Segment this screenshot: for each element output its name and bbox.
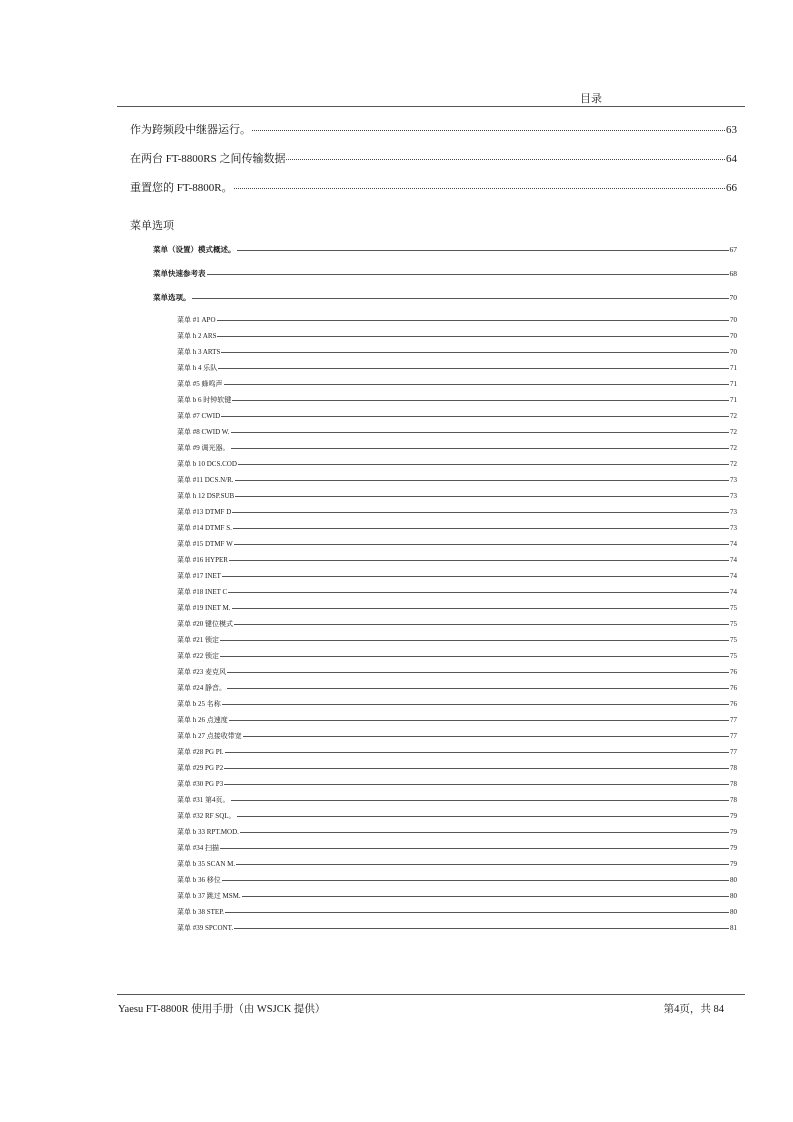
- toc-entry-label: 菜单 #39 SPCONT.: [177, 924, 234, 932]
- toc-entry-page-number: 77: [730, 732, 737, 740]
- toc-entry-page-number: 81: [730, 924, 737, 932]
- toc-entry-label: 菜单 #16 HYPER: [177, 556, 228, 564]
- dot-leader: [237, 816, 729, 817]
- footer-right: 第4页，共 84: [663, 1004, 724, 1015]
- header-rule: [117, 106, 745, 107]
- toc-entry-page-number: 72: [730, 460, 737, 468]
- dot-leader: [222, 880, 729, 881]
- dot-leader: [225, 752, 729, 753]
- toc-entry-label: 菜单 #7 CWID: [177, 412, 221, 420]
- toc-main-entry[interactable]: [130, 121, 737, 137]
- toc-item-entry[interactable]: [177, 427, 737, 437]
- toc-item-entry[interactable]: [177, 347, 737, 357]
- toc-item-entry[interactable]: [177, 795, 737, 805]
- toc-item-entry[interactable]: [177, 619, 737, 629]
- toc-item-entry[interactable]: [177, 715, 737, 725]
- toc-entry-label: 菜单 #23 麦克风: [177, 668, 226, 676]
- toc-item-entry[interactable]: [177, 779, 737, 789]
- dot-leader: [227, 672, 729, 673]
- toc-entry-page-number: 64: [726, 153, 737, 165]
- toc-entry-label: 菜单 #32 RF SQL。: [177, 812, 236, 820]
- toc-entry-page-number: 68: [729, 269, 737, 278]
- toc-item-entry[interactable]: [177, 411, 737, 421]
- toc-entry-page-number: 79: [730, 860, 737, 868]
- toc-item-entry[interactable]: [177, 555, 737, 565]
- toc-item-entry[interactable]: [177, 491, 737, 501]
- dot-leader: [252, 130, 725, 131]
- dot-leader: [243, 736, 729, 737]
- dot-leader: [235, 480, 729, 481]
- toc-entry-label: 菜单 b 38 STEP.: [177, 908, 225, 916]
- dot-leader: [222, 576, 729, 577]
- dot-leader: [240, 832, 729, 833]
- toc-item-entry[interactable]: [177, 843, 737, 853]
- toc-entry-page-number: 79: [730, 812, 737, 820]
- toc-entry-label: 菜单 #20 键位模式: [177, 620, 233, 628]
- toc-entry-page-number: 70: [729, 293, 737, 302]
- toc-item-entry[interactable]: [177, 315, 737, 325]
- toc-item-entry[interactable]: [177, 587, 737, 597]
- toc-entry-label: 菜单 #8 CWID W.: [177, 428, 230, 436]
- toc-entry-page-number: 78: [730, 796, 737, 804]
- toc-entry-label: 菜单 #14 DTMF S.: [177, 524, 232, 532]
- toc-entry-page-number: 76: [730, 684, 737, 692]
- dot-leader: [231, 432, 730, 433]
- toc-entry-page-number: 70: [730, 316, 737, 324]
- toc-entry-page-number: 63: [726, 124, 737, 136]
- dot-leader: [234, 188, 725, 189]
- dot-leader: [231, 448, 730, 449]
- dot-leader: [224, 768, 729, 769]
- dot-leader: [229, 560, 729, 561]
- toc-entry-label: 菜单 b 25 名称: [177, 700, 221, 708]
- dot-leader: [220, 848, 729, 849]
- toc-entry-label: 菜单 #29 PG P2: [177, 764, 224, 772]
- dot-leader: [222, 704, 729, 705]
- toc-entry-page-number: 80: [730, 892, 737, 900]
- toc-item-entry[interactable]: [177, 459, 737, 469]
- dot-leader: [234, 624, 729, 625]
- toc-entry-label: 菜单 #22 锁定: [177, 652, 219, 660]
- toc-item-entry[interactable]: [177, 395, 737, 405]
- toc-item-entry[interactable]: [177, 699, 737, 709]
- toc-item-entry[interactable]: [177, 811, 737, 821]
- dot-leader: [224, 384, 730, 385]
- toc-item-entry[interactable]: [177, 539, 737, 549]
- toc-entry-page-number: 77: [730, 748, 737, 756]
- dot-leader: [236, 864, 729, 865]
- toc-entry-label: 菜单快速参考表: [153, 269, 206, 278]
- dot-leader: [227, 688, 729, 689]
- toc-entry-label: 重置您的 FT-8800R。: [130, 182, 233, 194]
- toc-entry-page-number: 72: [730, 412, 737, 420]
- dot-leader: [220, 656, 729, 657]
- toc-entry-page-number: 73: [730, 508, 737, 516]
- toc-item-entry[interactable]: [177, 443, 737, 453]
- toc-item-entry[interactable]: [177, 331, 737, 341]
- toc-entry-label: 菜单 #1 APO: [177, 316, 216, 324]
- toc-entry-page-number: 71: [730, 396, 737, 404]
- toc-item-entry[interactable]: [177, 731, 737, 741]
- toc-entry-page-number: 70: [730, 348, 737, 356]
- dot-leader: [232, 512, 729, 513]
- toc-entry-page-number: 79: [730, 828, 737, 836]
- toc-item-entry[interactable]: [177, 475, 737, 485]
- section-heading: 菜单选项: [130, 219, 174, 232]
- dot-leader: [218, 368, 729, 369]
- dot-leader: [207, 274, 729, 275]
- toc-entry-page-number: 74: [730, 572, 737, 580]
- toc-entry-page-number: 77: [730, 716, 737, 724]
- toc-entry-label: 菜单 #30 PG P3: [177, 780, 224, 788]
- toc-item-entry[interactable]: [177, 923, 737, 933]
- toc-entry-label: 菜单 #18 INET C: [177, 588, 228, 596]
- dot-leader: [234, 544, 729, 545]
- toc-entry-label: 菜单选项。: [153, 293, 191, 302]
- toc-entry-label: 菜单（设置）模式概述。: [153, 245, 236, 254]
- toc-item-entry[interactable]: [177, 683, 737, 693]
- toc-main-entry[interactable]: [130, 150, 737, 166]
- toc-entry-label: 菜单 b 36 移位: [177, 876, 221, 884]
- dot-leader: [192, 298, 729, 299]
- toc-entry-label: 菜单 #21 锁定: [177, 636, 219, 644]
- dot-leader: [221, 416, 729, 417]
- toc-entry-page-number: 73: [730, 524, 737, 532]
- toc-item-entry[interactable]: [177, 603, 737, 613]
- dot-leader: [238, 464, 729, 465]
- toc-entry-page-number: 75: [730, 636, 737, 644]
- footer-left: Yaesu FT-8800R 使用手册（由 WSJCK 提供）: [118, 1004, 326, 1015]
- toc-item-entry[interactable]: [177, 747, 737, 757]
- toc-item-entry[interactable]: [177, 635, 737, 645]
- toc-entry-page-number: 74: [730, 540, 737, 548]
- toc-item-entry[interactable]: [177, 507, 737, 517]
- toc-entry-page-number: 71: [730, 380, 737, 388]
- toc-entry-page-number: 79: [730, 844, 737, 852]
- toc-entry-page-number: 71: [730, 364, 737, 372]
- toc-entry-label: 菜单 h 26 点速度: [177, 716, 228, 724]
- toc-entry-label: 菜单 b 6 时钟软键: [177, 396, 232, 404]
- toc-item-entry[interactable]: [177, 907, 737, 917]
- toc-entry-page-number: 80: [730, 908, 737, 916]
- toc-entry-label: 菜单 #34 扫描: [177, 844, 219, 852]
- dot-leader: [232, 400, 729, 401]
- toc-entry-label: 菜单 b 37 跳过 MSM.: [177, 892, 241, 900]
- toc-item-entry[interactable]: [177, 379, 737, 389]
- dot-leader: [232, 608, 729, 609]
- toc-entry-page-number: 74: [730, 556, 737, 564]
- toc-entry-label: 菜单 #28 PG PI.: [177, 748, 224, 756]
- toc-entry-label: 菜单 h 3 ARTS: [177, 348, 221, 356]
- toc-entry-page-number: 70: [730, 332, 737, 340]
- toc-sub-entry[interactable]: [153, 268, 737, 279]
- toc-item-entry[interactable]: [177, 571, 737, 581]
- toc-entry-page-number: 78: [730, 764, 737, 772]
- header-title: 目录: [580, 92, 602, 105]
- toc-entry-page-number: 76: [730, 668, 737, 676]
- dot-leader: [217, 320, 729, 321]
- toc-entry-label: 菜单 #11 DCS.N/R.: [177, 476, 234, 484]
- toc-item-entry[interactable]: [177, 363, 737, 373]
- dot-leader: [217, 336, 729, 337]
- footer-rule: [117, 994, 745, 995]
- dot-leader: [224, 784, 729, 785]
- toc-entry-page-number: 67: [729, 245, 737, 254]
- toc-entry-page-number: 66: [726, 182, 737, 194]
- toc-item-entry[interactable]: [177, 667, 737, 677]
- toc-entry-label: 在两台 FT-8800RS 之间传输数据: [130, 153, 286, 165]
- toc-entry-page-number: 72: [730, 444, 737, 452]
- toc-item-entry[interactable]: [177, 891, 737, 901]
- dot-leader: [233, 528, 729, 529]
- toc-entry-page-number: 80: [730, 876, 737, 884]
- toc-entry-label: 菜单 h 4 乐队: [177, 364, 218, 372]
- dot-leader: [237, 250, 729, 251]
- toc-item-entry[interactable]: [177, 763, 737, 773]
- toc-entry-label: 菜单 #19 INET M.: [177, 604, 231, 612]
- toc-entry-label: 菜单 #24 静音。: [177, 684, 226, 692]
- toc-entry-page-number: 75: [730, 604, 737, 612]
- dot-leader: [225, 912, 729, 913]
- toc-item-entry[interactable]: [177, 859, 737, 869]
- toc-entry-label: 菜单 b 35 SCAN M.: [177, 860, 236, 868]
- dot-leader: [231, 800, 730, 801]
- toc-entry-label: 菜单 #31 第4页。: [177, 796, 230, 804]
- toc-item-entry[interactable]: [177, 827, 737, 837]
- dot-leader: [286, 159, 725, 160]
- toc-sub-entry[interactable]: [153, 244, 737, 255]
- dot-leader: [229, 720, 729, 721]
- toc-entry-label: 菜单 #13 DTMF D: [177, 508, 232, 516]
- toc-sub-entry[interactable]: [153, 292, 737, 303]
- dot-leader: [242, 896, 729, 897]
- dot-leader: [221, 352, 729, 353]
- toc-entry-page-number: 72: [730, 428, 737, 436]
- dot-leader: [235, 496, 729, 497]
- toc-entry-label: 菜单 #5 蜂鸣声: [177, 380, 223, 388]
- toc-entry-label: 菜单 #9 调光器。: [177, 444, 230, 452]
- toc-item-entry[interactable]: [177, 875, 737, 885]
- toc-entry-label: 菜单 b 10 DCS.COD: [177, 460, 237, 468]
- toc-entry-page-number: 74: [730, 588, 737, 596]
- toc-entry-page-number: 75: [730, 620, 737, 628]
- toc-entry-label: 菜单 #17 INET: [177, 572, 221, 580]
- toc-entry-label: 菜单 #15 DTMF W: [177, 540, 233, 548]
- toc-entry-page-number: 75: [730, 652, 737, 660]
- toc-entry-label: 菜单 h 27 点接收带宽: [177, 732, 242, 740]
- toc-item-entry[interactable]: [177, 523, 737, 533]
- toc-entry-label: 菜单 b 33 RPT.MOD.: [177, 828, 239, 836]
- toc-entry-label: 菜单 h 12 DSP.SUB: [177, 492, 235, 500]
- toc-entry-label: 作为跨频段中继器运行。: [130, 124, 251, 136]
- toc-item-entry[interactable]: [177, 651, 737, 661]
- toc-entry-label: 菜单 h 2 ARS: [177, 332, 217, 340]
- dot-leader: [228, 592, 729, 593]
- toc-entry-page-number: 76: [730, 700, 737, 708]
- toc-entry-page-number: 73: [730, 476, 737, 484]
- dot-leader: [220, 640, 729, 641]
- toc-entry-page-number: 73: [730, 492, 737, 500]
- dot-leader: [234, 928, 729, 929]
- toc-main-entry[interactable]: [130, 179, 737, 195]
- toc-entry-page-number: 78: [730, 780, 737, 788]
